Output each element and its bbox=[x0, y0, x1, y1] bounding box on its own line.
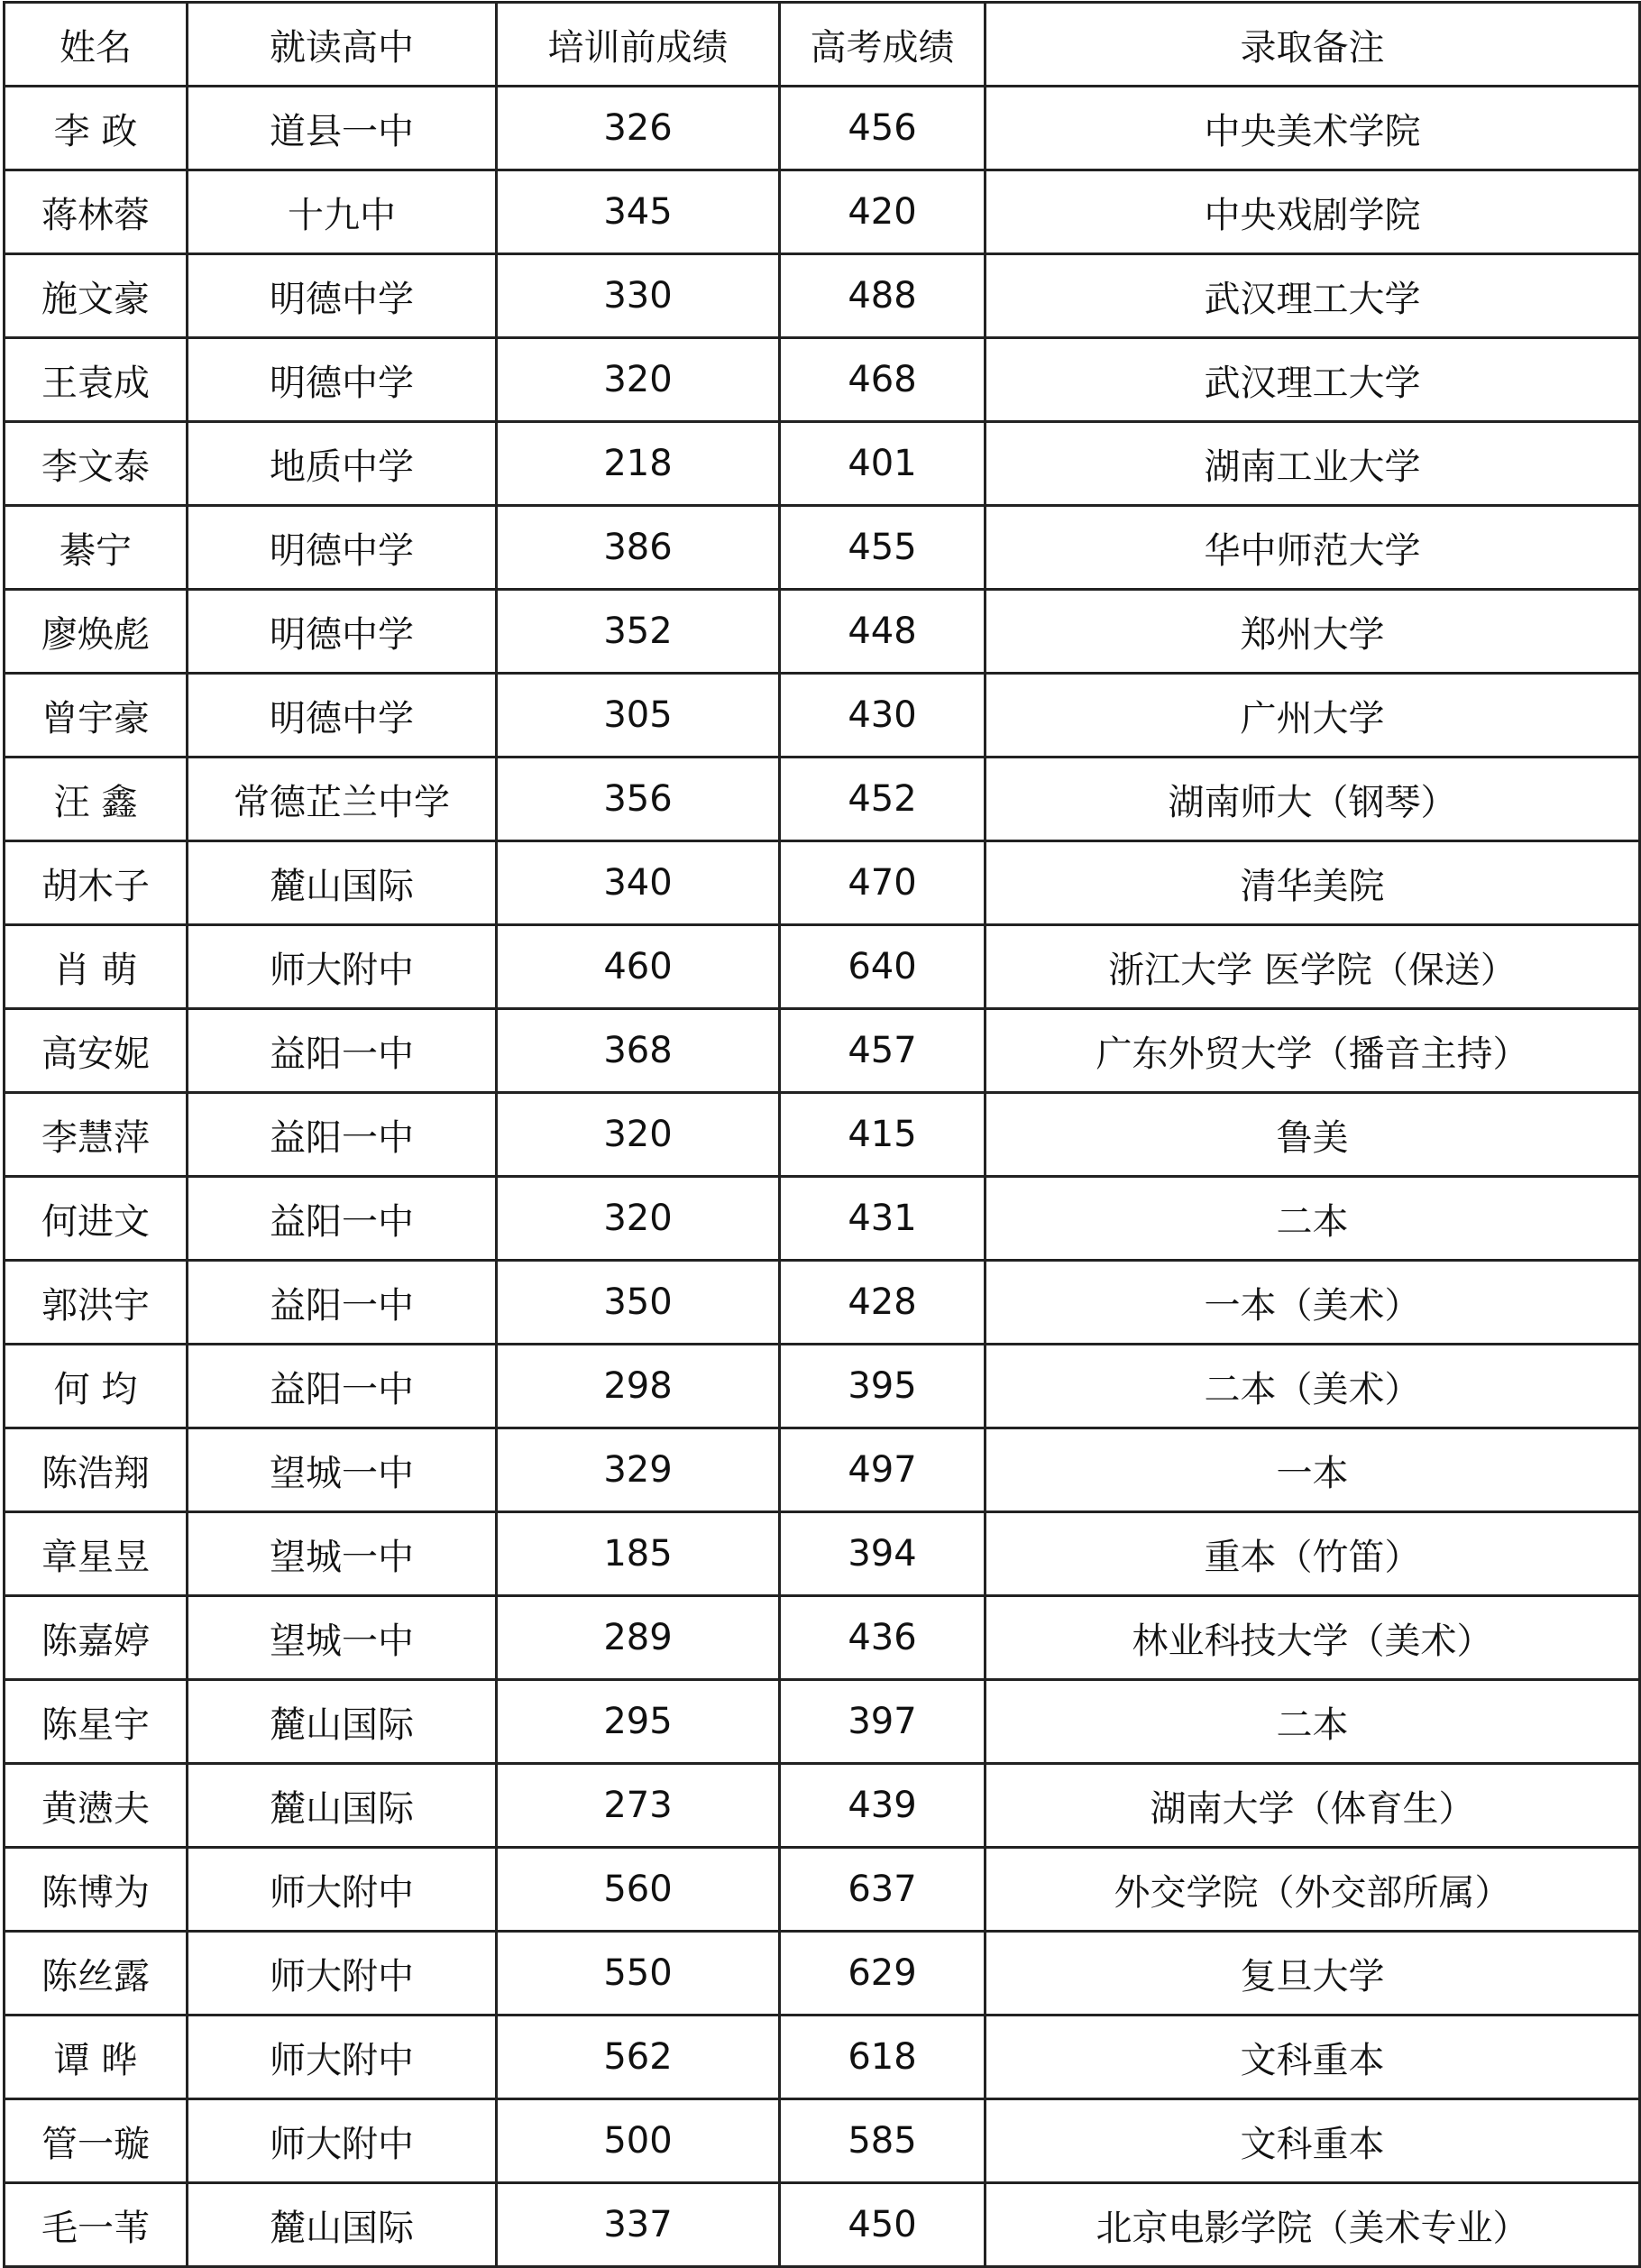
cell-name: 章星昱 bbox=[5, 1512, 188, 1596]
table-row bbox=[5, 1009, 1640, 1093]
table-row bbox=[5, 1596, 1640, 1680]
table-row bbox=[5, 590, 1640, 674]
cell-exam-score: 455 bbox=[780, 506, 986, 590]
cell-name: 何 均 bbox=[5, 1345, 188, 1428]
cell-pre-score: 350 bbox=[497, 1261, 780, 1345]
cell-admission-note: 武汉理工大学 bbox=[986, 254, 1640, 338]
cell-school: 麓山国际 bbox=[188, 1680, 497, 1764]
cell-name: 何进文 bbox=[5, 1177, 188, 1261]
cell-exam-score: 436 bbox=[780, 1596, 986, 1680]
cell-school: 益阳一中 bbox=[188, 1009, 497, 1093]
cell-school: 益阳一中 bbox=[188, 1345, 497, 1428]
cell-admission-note: 武汉理工大学 bbox=[986, 338, 1640, 422]
cell-name: 陈嘉婷 bbox=[5, 1596, 188, 1680]
cell-exam-score: 431 bbox=[780, 1177, 986, 1261]
cell-name: 汪 鑫 bbox=[5, 758, 188, 841]
cell-exam-score: 450 bbox=[780, 2183, 986, 2267]
cell-pre-score: 386 bbox=[497, 506, 780, 590]
cell-school: 明德中学 bbox=[188, 338, 497, 422]
cell-name: 郭洪宇 bbox=[5, 1261, 188, 1345]
cell-name: 谭 晔 bbox=[5, 2015, 188, 2099]
cell-exam-score: 439 bbox=[780, 1764, 986, 1848]
results-table bbox=[3, 1, 1641, 2268]
table-row bbox=[5, 1261, 1640, 1345]
cell-name: 綦宁 bbox=[5, 506, 188, 590]
cell-admission-note: 浙江大学 医学院（保送） bbox=[986, 925, 1640, 1009]
table-row bbox=[5, 1428, 1640, 1512]
table-row bbox=[5, 1764, 1640, 1848]
header-pre-score: 培训前成绩 bbox=[497, 3, 780, 87]
cell-pre-score: 326 bbox=[497, 87, 780, 170]
cell-exam-score: 397 bbox=[780, 1680, 986, 1764]
cell-name: 廖焕彪 bbox=[5, 590, 188, 674]
table-row bbox=[5, 674, 1640, 758]
cell-name: 曾宇豪 bbox=[5, 674, 188, 758]
cell-pre-score: 185 bbox=[497, 1512, 780, 1596]
table-row bbox=[5, 1177, 1640, 1261]
table-row bbox=[5, 506, 1640, 590]
cell-school: 师大附中 bbox=[188, 1932, 497, 2015]
cell-pre-score: 218 bbox=[497, 422, 780, 506]
cell-admission-note: 林业科技大学（美术） bbox=[986, 1596, 1640, 1680]
table-row bbox=[5, 338, 1640, 422]
cell-school: 明德中学 bbox=[188, 254, 497, 338]
cell-exam-score: 640 bbox=[780, 925, 986, 1009]
cell-name: 李慧萍 bbox=[5, 1093, 188, 1177]
cell-exam-score: 637 bbox=[780, 1848, 986, 1932]
cell-pre-score: 560 bbox=[497, 1848, 780, 1932]
cell-school: 望城一中 bbox=[188, 1428, 497, 1512]
cell-school: 常德芷兰中学 bbox=[188, 758, 497, 841]
cell-pre-score: 329 bbox=[497, 1428, 780, 1512]
cell-admission-note: 广东外贸大学（播音主持） bbox=[986, 1009, 1640, 1093]
cell-exam-score: 395 bbox=[780, 1345, 986, 1428]
cell-exam-score: 457 bbox=[780, 1009, 986, 1093]
cell-pre-score: 460 bbox=[497, 925, 780, 1009]
cell-name: 蒋林蓉 bbox=[5, 170, 188, 254]
cell-admission-note: 重本（竹笛） bbox=[986, 1512, 1640, 1596]
cell-exam-score: 629 bbox=[780, 1932, 986, 2015]
table-row bbox=[5, 2183, 1640, 2267]
table-body bbox=[5, 87, 1640, 2267]
cell-pre-score: 298 bbox=[497, 1345, 780, 1428]
table-row bbox=[5, 87, 1640, 170]
cell-admission-note: 复旦大学 bbox=[986, 1932, 1640, 2015]
cell-exam-score: 428 bbox=[780, 1261, 986, 1345]
table-row bbox=[5, 1345, 1640, 1428]
cell-admission-note: 一本 bbox=[986, 1428, 1640, 1512]
cell-school: 明德中学 bbox=[188, 506, 497, 590]
cell-name: 施文豪 bbox=[5, 254, 188, 338]
cell-pre-score: 289 bbox=[497, 1596, 780, 1680]
cell-name: 陈星宇 bbox=[5, 1680, 188, 1764]
table-row bbox=[5, 1512, 1640, 1596]
cell-pre-score: 295 bbox=[497, 1680, 780, 1764]
cell-school: 麓山国际 bbox=[188, 1764, 497, 1848]
cell-pre-score: 345 bbox=[497, 170, 780, 254]
cell-pre-score: 337 bbox=[497, 2183, 780, 2267]
cell-admission-note: 外交学院（外交部所属） bbox=[986, 1848, 1640, 1932]
cell-name: 陈浩翔 bbox=[5, 1428, 188, 1512]
cell-admission-note: 中央戏剧学院 bbox=[986, 170, 1640, 254]
cell-pre-score: 550 bbox=[497, 1932, 780, 2015]
table-row bbox=[5, 925, 1640, 1009]
cell-school: 师大附中 bbox=[188, 2015, 497, 2099]
cell-exam-score: 452 bbox=[780, 758, 986, 841]
cell-pre-score: 320 bbox=[497, 1177, 780, 1261]
cell-pre-score: 352 bbox=[497, 590, 780, 674]
cell-exam-score: 420 bbox=[780, 170, 986, 254]
cell-name: 胡木子 bbox=[5, 841, 188, 925]
cell-exam-score: 394 bbox=[780, 1512, 986, 1596]
cell-school: 望城一中 bbox=[188, 1596, 497, 1680]
cell-exam-score: 468 bbox=[780, 338, 986, 422]
table-row bbox=[5, 2015, 1640, 2099]
cell-pre-score: 320 bbox=[497, 1093, 780, 1177]
cell-admission-note: 二本 bbox=[986, 1680, 1640, 1764]
cell-name: 陈丝露 bbox=[5, 1932, 188, 2015]
cell-name: 肖 萌 bbox=[5, 925, 188, 1009]
cell-school: 明德中学 bbox=[188, 674, 497, 758]
cell-admission-note: 湖南师大（钢琴） bbox=[986, 758, 1640, 841]
cell-school: 师大附中 bbox=[188, 1848, 497, 1932]
cell-school: 麓山国际 bbox=[188, 2183, 497, 2267]
cell-pre-score: 368 bbox=[497, 1009, 780, 1093]
cell-school: 师大附中 bbox=[188, 925, 497, 1009]
cell-admission-note: 文科重本 bbox=[986, 2015, 1640, 2099]
cell-admission-note: 鲁美 bbox=[986, 1093, 1640, 1177]
cell-admission-note: 文科重本 bbox=[986, 2099, 1640, 2183]
table-row bbox=[5, 254, 1640, 338]
cell-name: 高安妮 bbox=[5, 1009, 188, 1093]
cell-pre-score: 356 bbox=[497, 758, 780, 841]
cell-pre-score: 340 bbox=[497, 841, 780, 925]
table-row bbox=[5, 1093, 1640, 1177]
cell-admission-note: 湖南大学（体育生） bbox=[986, 1764, 1640, 1848]
cell-admission-note: 一本（美术） bbox=[986, 1261, 1640, 1345]
cell-pre-score: 273 bbox=[497, 1764, 780, 1848]
cell-admission-note: 中央美术学院 bbox=[986, 87, 1640, 170]
table-row bbox=[5, 2099, 1640, 2183]
cell-school: 道县一中 bbox=[188, 87, 497, 170]
cell-name: 黄懑夫 bbox=[5, 1764, 188, 1848]
cell-pre-score: 320 bbox=[497, 338, 780, 422]
table-row bbox=[5, 1848, 1640, 1932]
cell-exam-score: 415 bbox=[780, 1093, 986, 1177]
cell-school: 十九中 bbox=[188, 170, 497, 254]
cell-pre-score: 330 bbox=[497, 254, 780, 338]
cell-exam-score: 456 bbox=[780, 87, 986, 170]
cell-admission-note: 北京电影学院（美术专业） bbox=[986, 2183, 1640, 2267]
cell-exam-score: 488 bbox=[780, 254, 986, 338]
cell-school: 地质中学 bbox=[188, 422, 497, 506]
cell-exam-score: 470 bbox=[780, 841, 986, 925]
cell-name: 王袁成 bbox=[5, 338, 188, 422]
cell-school: 明德中学 bbox=[188, 590, 497, 674]
cell-pre-score: 500 bbox=[497, 2099, 780, 2183]
cell-pre-score: 305 bbox=[497, 674, 780, 758]
cell-exam-score: 585 bbox=[780, 2099, 986, 2183]
cell-name: 陈博为 bbox=[5, 1848, 188, 1932]
cell-admission-note: 湖南工业大学 bbox=[986, 422, 1640, 506]
table-row bbox=[5, 1680, 1640, 1764]
cell-name: 李 政 bbox=[5, 87, 188, 170]
header-exam-score: 高考成绩 bbox=[780, 3, 986, 87]
table-row bbox=[5, 170, 1640, 254]
cell-name: 李文泰 bbox=[5, 422, 188, 506]
cell-exam-score: 618 bbox=[780, 2015, 986, 2099]
cell-name: 毛一苇 bbox=[5, 2183, 188, 2267]
cell-admission-note: 二本 bbox=[986, 1177, 1640, 1261]
cell-admission-note: 二本（美术） bbox=[986, 1345, 1640, 1428]
cell-school: 益阳一中 bbox=[188, 1177, 497, 1261]
table-row bbox=[5, 758, 1640, 841]
cell-exam-score: 448 bbox=[780, 590, 986, 674]
table-row bbox=[5, 1932, 1640, 2015]
cell-admission-note: 郑州大学 bbox=[986, 590, 1640, 674]
cell-admission-note: 广州大学 bbox=[986, 674, 1640, 758]
cell-exam-score: 401 bbox=[780, 422, 986, 506]
header-row bbox=[5, 3, 1640, 87]
cell-school: 望城一中 bbox=[188, 1512, 497, 1596]
header-name: 姓名 bbox=[5, 3, 188, 87]
cell-name: 管一璇 bbox=[5, 2099, 188, 2183]
cell-exam-score: 430 bbox=[780, 674, 986, 758]
cell-school: 益阳一中 bbox=[188, 1093, 497, 1177]
table-row bbox=[5, 841, 1640, 925]
table-row bbox=[5, 422, 1640, 506]
cell-school: 师大附中 bbox=[188, 2099, 497, 2183]
cell-school: 益阳一中 bbox=[188, 1261, 497, 1345]
cell-admission-note: 华中师范大学 bbox=[986, 506, 1640, 590]
cell-pre-score: 562 bbox=[497, 2015, 780, 2099]
header-admission-note: 录取备注 bbox=[986, 3, 1640, 87]
header-school: 就读高中 bbox=[188, 3, 497, 87]
cell-admission-note: 清华美院 bbox=[986, 841, 1640, 925]
cell-exam-score: 497 bbox=[780, 1428, 986, 1512]
cell-school: 麓山国际 bbox=[188, 841, 497, 925]
